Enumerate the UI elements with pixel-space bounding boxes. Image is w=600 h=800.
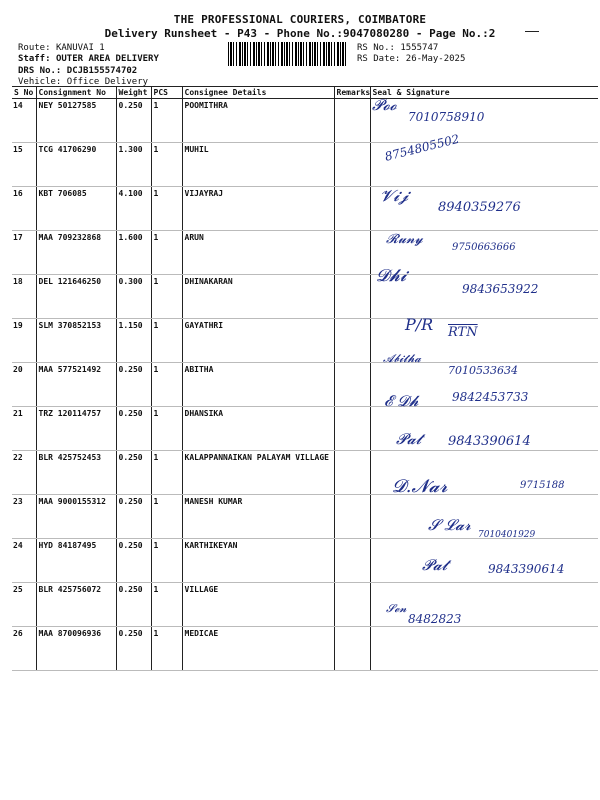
cell-consignment-no: KBT 706085 [36,187,116,231]
cell-seal-signature [370,275,598,319]
cell-seal-signature [370,407,598,451]
cell-seal-signature [370,583,598,627]
route-label: Route: [18,43,51,53]
cell-weight: 0.250 [116,495,151,539]
col-seal-signature: Seal & Signature [370,87,598,99]
cell-consignment-no: DEL 121646250 [36,275,116,319]
cell-consignee: KALAPPANNAIKAN PALAYAM VILLAGE [182,451,334,495]
table-row [12,319,598,363]
cell-consignment-no: MAA 577521492 [36,363,116,407]
cell-remarks [334,143,370,187]
signature-row-18: 𝓓𝓱𝓲 [376,266,407,286]
signature-row-14: 𝓟𝓸𝓸 [372,96,397,114]
drs-value: DCJB155574702 [66,66,138,76]
cell-seal-signature [370,319,598,363]
phone-handwritten-row-22: 9843390614 [448,434,531,449]
cell-consignee: GAYATHRI [182,319,334,363]
table-header-row [12,87,598,99]
cell-seal-signature [370,539,598,583]
cell-weight: 4.100 [116,187,151,231]
cell-sno: 26 [12,627,36,671]
table-row [12,363,598,407]
rs-date-label: RS Date: [357,54,401,64]
rs-no-label: RS No.: [357,43,395,53]
cell-consignment-no: TCG 41706290 [36,143,116,187]
signature-row-20: 𝓐𝓫𝓲𝓽𝓱𝓪 [383,352,421,365]
drs-barcode [228,42,348,66]
cell-pcs: 1 [151,539,182,583]
cell-remarks [334,363,370,407]
phone-handwritten-row-18: 9843653922 [462,282,539,296]
table-row [12,407,598,451]
phone-handwritten-row-20: 7010533634 [448,364,518,377]
cell-consignee: DHINAKARAN [182,275,334,319]
cell-pcs: 1 [151,363,182,407]
cell-weight: 1.600 [116,231,151,275]
col-consignment-no: Consignment No [36,87,116,99]
route-value: KANUVAI 1 [55,43,105,53]
table-row [12,187,598,231]
phone-handwritten-row-17: 9750663666 [452,242,516,253]
cell-pcs: 1 [151,143,182,187]
cell-consignee: ARUN [182,231,334,275]
cell-consignment-no: SLM 370852153 [36,319,116,363]
col-remarks: Remarks [334,87,370,99]
cell-consignee: DHANSIKA [182,407,334,451]
cell-consignee: KARTHIKEYAN [182,539,334,583]
table-row [12,627,598,671]
cell-seal-signature [370,187,598,231]
cell-pcs: 1 [151,187,182,231]
phone-handwritten-row-15: 8754805502 [383,131,461,164]
phone-handwritten-row-23: 9715188 [520,480,565,491]
cell-seal-signature [370,451,598,495]
table-row [12,99,598,143]
cell-sno: 23 [12,495,36,539]
cell-sno: 15 [12,143,36,187]
cell-weight: 1.150 [116,319,151,363]
cell-pcs: 1 [151,319,182,363]
cell-weight: 0.250 [116,627,151,671]
cell-remarks [334,231,370,275]
cell-consignment-no: MAA 709232868 [36,231,116,275]
runsheet-title: Delivery Runsheet - P43 - Phone No.:9047080280 - Page No.:2 [104,27,496,40]
runsheet-table [12,86,598,671]
cell-remarks [334,187,370,231]
cell-consignment-no: TRZ 120114757 [36,407,116,451]
cell-sno: 19 [12,319,36,363]
signature-row-26: 𝓢𝓮𝓷 [386,602,407,615]
signature-row-23: 𝓓.𝓝𝓪𝓻 [392,476,448,497]
table-row [12,583,598,627]
table-row [12,495,598,539]
cell-consignment-no: BLR 425756072 [36,583,116,627]
company-name: THE PROFESSIONAL COURIERS, COIMBATORE [173,13,427,26]
phone-handwritten-row-14: 7010758910 [408,110,485,124]
vehicle-label: Vehicle: [18,77,62,87]
rs-no-value: 1555747 [400,43,439,53]
cell-weight: 1.300 [116,143,151,187]
signature-row-17: 𝓡𝓾𝓷𝔂 [386,232,423,247]
cell-pcs: 1 [151,275,182,319]
col-weight: Weight [116,87,151,99]
cell-seal-signature [370,143,598,187]
drs-label: DRS No.: [18,66,62,76]
cell-remarks [334,99,370,143]
cell-weight: 0.250 [116,99,151,143]
signature-row-22: 𝓟𝓪𝓽 [396,430,422,448]
cell-sno: 24 [12,539,36,583]
cell-remarks [334,495,370,539]
cell-consignee: VIJAYRAJ [182,187,334,231]
cell-consignment-no: HYD 84187495 [36,539,116,583]
signature-row-16: 𝓥𝓲𝓳 [380,186,409,205]
staff-value: OUTER AREA DELIVERY [55,54,159,64]
cell-consignment-no: BLR 425752453 [36,451,116,495]
phone-handwritten-row-24: 7010401929 [478,530,536,540]
cell-pcs: 1 [151,627,182,671]
vehicle-value: Office Delivery [66,77,149,87]
cell-pcs: 1 [151,495,182,539]
rs-date-line [357,53,465,65]
cell-pcs: 1 [151,583,182,627]
cell-seal-signature [370,231,598,275]
cell-consignee: MANESH KUMAR [182,495,334,539]
cell-pcs: 1 [151,451,182,495]
cell-remarks [334,539,370,583]
cell-pcs: 1 [151,407,182,451]
cell-sno: 25 [12,583,36,627]
cell-consignee: ABITHA [182,363,334,407]
cell-consignee: MEDICAE [182,627,334,671]
table-row [12,539,598,583]
phone-handwritten-row-21: 9842453733 [452,390,529,404]
cell-pcs: 1 [151,231,182,275]
cell-remarks [334,319,370,363]
signature-row-25: 𝓟𝓪𝓽 [422,556,448,574]
signature-row-24: 𝓢 𝓛𝓪𝓻 [428,516,471,534]
cell-sno: 22 [12,451,36,495]
cell-consignment-no: MAA 870096936 [36,627,116,671]
cell-weight: 0.250 [116,407,151,451]
cell-sno: 17 [12,231,36,275]
table-row [12,231,598,275]
col-pcs: PCS [151,87,182,99]
table-row [12,275,598,319]
cell-remarks [334,275,370,319]
remark-handwritten-row-19-b: $\overline{RTN}$ [448,325,478,340]
table-row [12,451,598,495]
cell-remarks [334,627,370,671]
cell-sno: 14 [12,99,36,143]
cell-consignee: VILLAGE [182,583,334,627]
cell-seal-signature [370,627,598,671]
rs-date-value: 26-May-2025 [405,54,466,64]
cell-seal-signature [370,99,598,143]
cell-weight: 0.250 [116,363,151,407]
cell-consignee: POOMITHRA [182,99,334,143]
cell-weight: 0.250 [116,583,151,627]
phone-handwritten-row-25: 9843390614 [488,562,565,576]
cell-remarks [334,407,370,451]
remark-handwritten-row-19-a: P/R [405,315,434,334]
header-dash [525,31,539,32]
cell-remarks [334,451,370,495]
cell-sno: 18 [12,275,36,319]
phone-handwritten-row-26: 8482823 [408,612,462,626]
phone-handwritten-row-16: 8940359276 [438,200,521,215]
cell-consignment-no: NEY 50127585 [36,99,116,143]
cell-seal-signature [370,363,598,407]
cell-consignment-no: MAA 9000155312 [36,495,116,539]
staff-label: Staff: [18,54,51,64]
cell-consignee: MUHIL [182,143,334,187]
cell-weight: 0.250 [116,451,151,495]
col-sno: S No [12,87,36,99]
cell-sno: 21 [12,407,36,451]
cell-pcs: 1 [151,99,182,143]
cell-weight: 0.250 [116,539,151,583]
col-consignee-details: Consignee Details [182,87,334,99]
cell-sno: 16 [12,187,36,231]
cell-remarks [334,583,370,627]
table-row [12,143,598,187]
staff-line [18,53,159,65]
cell-seal-signature [370,495,598,539]
cell-weight: 0.300 [116,275,151,319]
signature-row-21: 𝓔 𝓓𝓱 [384,392,419,410]
cell-sno: 20 [12,363,36,407]
